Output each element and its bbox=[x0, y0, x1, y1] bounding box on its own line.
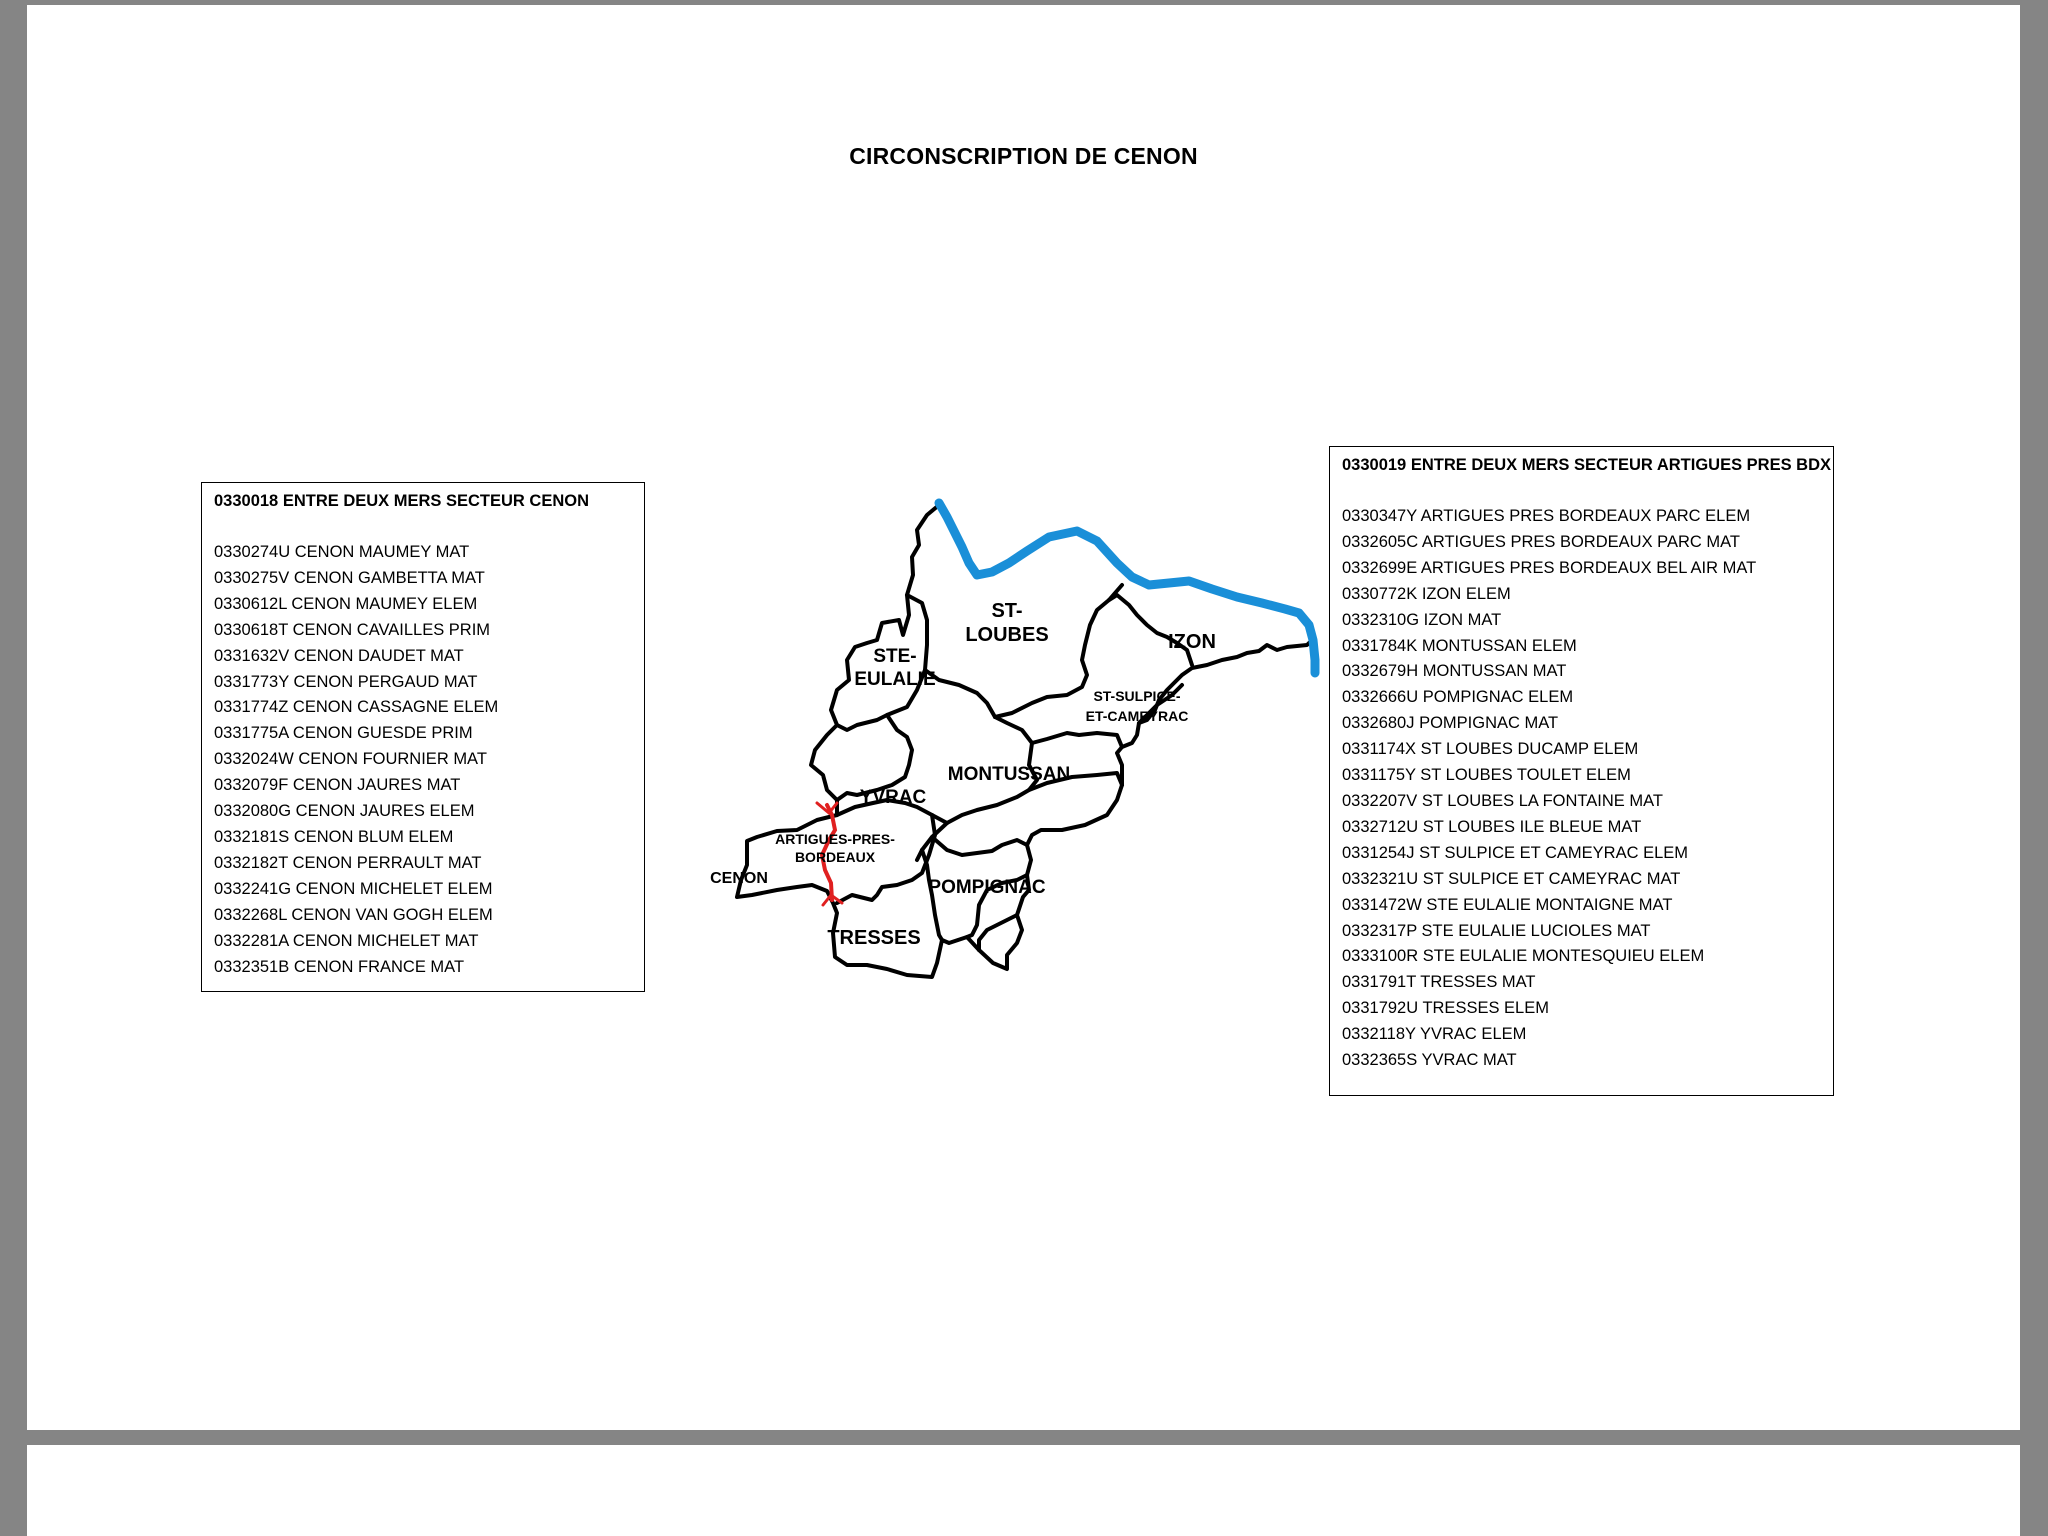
list-item: 0330772K IZON ELEM bbox=[1342, 584, 1511, 603]
map-label-tresses: TRESSES bbox=[827, 927, 921, 949]
river-line bbox=[939, 503, 1315, 673]
map-label-st-sulpice: ET-CAMEYRAC bbox=[1085, 708, 1189, 724]
map-label-artigues: ARTIGUES-PRES- bbox=[775, 831, 895, 847]
map-label-cenon: CENON bbox=[710, 870, 768, 887]
list-item: 0332365S YVRAC MAT bbox=[1342, 1051, 1517, 1070]
list-item: 0331472W STE EULALIE MONTAIGNE MAT bbox=[1342, 895, 1673, 914]
artigues-school-list bbox=[1342, 504, 1821, 1074]
list-item: 0333100R STE EULALIE MONTESQUIEU ELEM bbox=[1342, 947, 1705, 966]
list-item: 0332321U ST SULPICE ET CAMEYRAC MAT bbox=[1342, 869, 1681, 888]
list-item: 0330618T CENON CAVAILLES PRIM bbox=[214, 620, 491, 639]
map-label-ste-eulalie: STE- bbox=[873, 646, 917, 667]
list-item: 0332080G CENON JAURES ELEM bbox=[214, 802, 475, 821]
map-label-montussan: MONTUSSAN bbox=[947, 764, 1071, 785]
list-item: 0331774Z CENON CASSAGNE ELEM bbox=[214, 698, 499, 717]
list-item: 0332268L CENON VAN GOGH ELEM bbox=[214, 905, 493, 924]
list-item: 0332666U POMPIGNAC ELEM bbox=[1342, 688, 1574, 707]
list-item: 0331792U TRESSES ELEM bbox=[1342, 999, 1549, 1018]
list-item: 0330347Y ARTIGUES PRES BORDEAUX PARC ELEM bbox=[1342, 507, 1751, 525]
list-item: 0332317P STE EULALIE LUCIOLES MAT bbox=[1342, 921, 1651, 940]
map-label-artigues: BORDEAUX bbox=[794, 849, 876, 865]
artigues-sector-box bbox=[1329, 446, 1834, 1096]
cenon-school-list bbox=[214, 540, 632, 980]
list-item: 0332310G IZON MAT bbox=[1342, 610, 1502, 629]
commune-map-svg bbox=[677, 485, 1327, 1005]
list-item: 0331632V CENON DAUDET MAT bbox=[214, 646, 464, 665]
list-item: 0332024W CENON FOURNIER MAT bbox=[214, 750, 487, 769]
map-label-yvrac: YVRAC bbox=[859, 787, 927, 808]
map-label-st-loubes: ST- bbox=[991, 600, 1023, 622]
artigues-sector-heading: 0330019 ENTRE DEUX MERS SECTEUR ARTIGUES PRES BDX bbox=[1342, 456, 1832, 474]
list-item: 0332118Y YVRAC ELEM bbox=[1342, 1025, 1527, 1044]
list-item: 0330274U CENON MAUMEY MAT bbox=[214, 543, 470, 561]
list-item: 0332680J POMPIGNAC MAT bbox=[1342, 714, 1559, 733]
list-item: 0331784K MONTUSSAN ELEM bbox=[1342, 636, 1577, 655]
list-item: 0332351B CENON FRANCE MAT bbox=[214, 957, 465, 976]
next-document-page bbox=[27, 1445, 2020, 1536]
list-item: 0332207V ST LOUBES LA FONTAINE MAT bbox=[1342, 791, 1663, 810]
list-item: 0330275V CENON GAMBETTA MAT bbox=[214, 568, 485, 587]
list-item: 0332281A CENON MICHELET MAT bbox=[214, 931, 479, 950]
list-item: 0331773Y CENON PERGAUD MAT bbox=[214, 672, 478, 691]
list-item: 0331775A CENON GUESDE PRIM bbox=[214, 724, 473, 743]
list-item: 0332679H MONTUSSAN MAT bbox=[1342, 662, 1567, 681]
page-title: CIRCONSCRIPTION DE CENON bbox=[849, 143, 1198, 169]
map-label-ste-eulalie: EULALIE bbox=[854, 669, 936, 690]
map-label-st-sulpice: ST-SULPICE- bbox=[1093, 688, 1181, 704]
list-item: 0330612L CENON MAUMEY ELEM bbox=[214, 594, 478, 613]
commune-map bbox=[677, 485, 1327, 1005]
map-label-pompignac: POMPIGNAC bbox=[928, 877, 1046, 898]
map-label-st-loubes: LOUBES bbox=[965, 624, 1049, 646]
cenon-sector-box bbox=[201, 482, 645, 992]
list-item: 0332079F CENON JAURES MAT bbox=[214, 776, 461, 795]
document-page bbox=[27, 5, 2020, 1430]
list-item: 0331254J ST SULPICE ET CAMEYRAC ELEM bbox=[1342, 843, 1689, 862]
cenon-sector-heading: 0330018 ENTRE DEUX MERS SECTEUR CENON bbox=[214, 492, 590, 510]
list-item: 0332181S CENON BLUM ELEM bbox=[214, 827, 454, 846]
list-item: 0331175Y ST LOUBES TOULET ELEM bbox=[1342, 766, 1631, 785]
map-label-izon: IZON bbox=[1168, 631, 1216, 653]
list-item: 0331791T TRESSES MAT bbox=[1342, 973, 1536, 992]
list-item: 0332699E ARTIGUES PRES BORDEAUX BEL AIR MAT bbox=[1342, 558, 1757, 577]
list-item: 0331174X ST LOUBES DUCAMP ELEM bbox=[1342, 740, 1639, 759]
list-item: 0332605C ARTIGUES PRES BORDEAUX PARC MAT bbox=[1342, 532, 1740, 551]
list-item: 0332241G CENON MICHELET ELEM bbox=[214, 879, 493, 898]
list-item: 0332182T CENON PERRAULT MAT bbox=[214, 853, 482, 872]
list-item: 0332712U ST LOUBES ILE BLEUE MAT bbox=[1342, 817, 1642, 836]
